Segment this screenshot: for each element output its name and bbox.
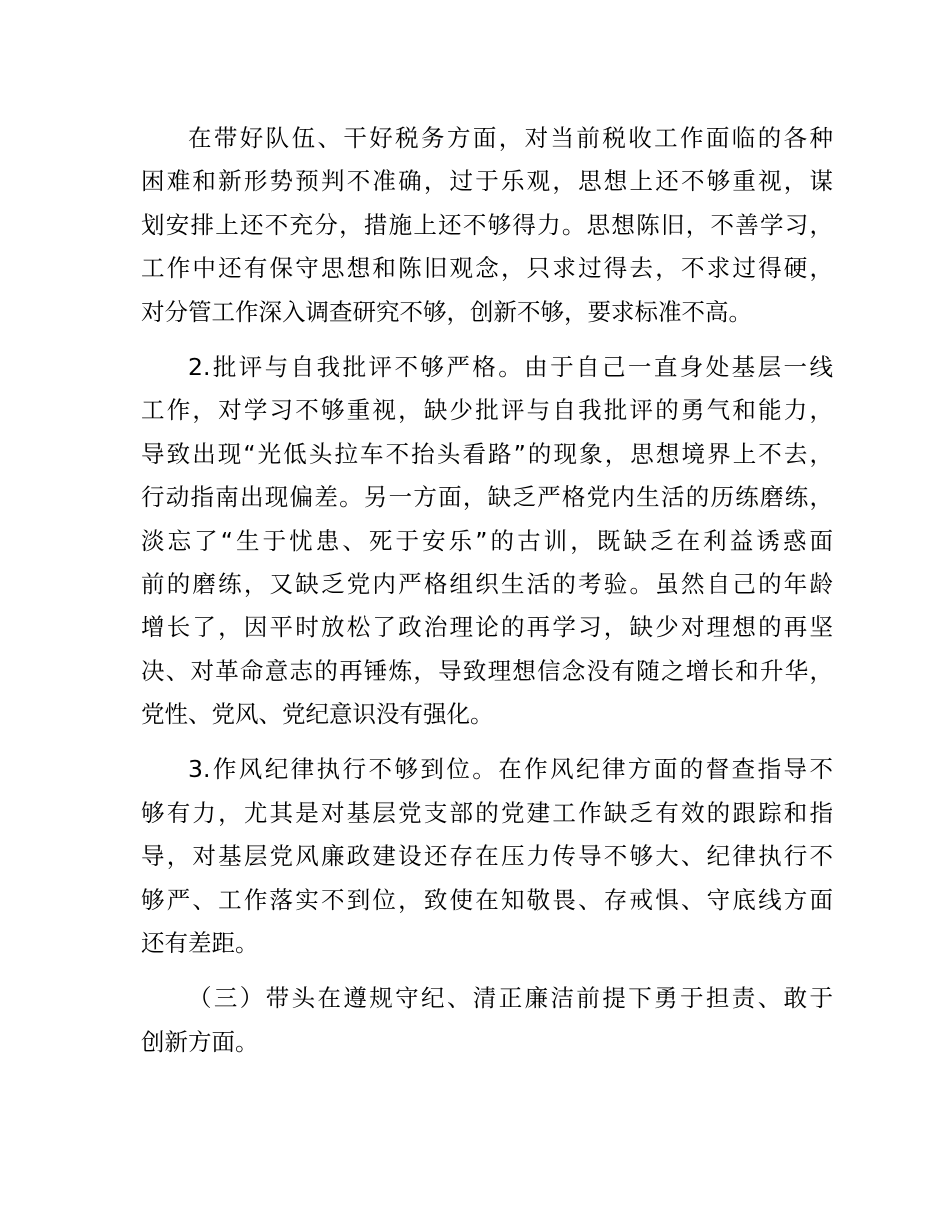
text-line: 淡忘了“生于忧患、死于安乐”的古训，既缺乏在利益诱惑面 bbox=[141, 526, 833, 555]
text-line: 创新方面。 bbox=[141, 1027, 259, 1056]
text-line: 增长了，因平时放松了政治理论的再学习，缺少对理想的再坚 bbox=[141, 613, 833, 642]
text-line: 导，对基层党风廉政建设还存在压力传导不够大、纪律执行不 bbox=[141, 842, 833, 871]
text-line: 工作，对学习不够重视，缺少批评与自我批评的勇气和能力， bbox=[141, 396, 833, 425]
document-body bbox=[141, 117, 833, 1076]
paragraph-discipline bbox=[141, 748, 833, 965]
paragraph-criticism bbox=[141, 346, 833, 737]
text-line: 3.作风纪律执行不够到位。在作风纪律方面的督查指导不 bbox=[188, 755, 833, 784]
text-line: 行动指南出现偏差。另一方面，缺乏严格党内生活的历练磨练， bbox=[141, 483, 833, 512]
text-line: （三）带头在遵规守纪、清正廉洁前提下勇于担责、敢于 bbox=[188, 984, 833, 1013]
text-line: 党性、党风、党纪意识没有强化。 bbox=[141, 700, 494, 729]
text-line: 在带好队伍、干好税务方面，对当前税收工作面临的各种 bbox=[188, 124, 833, 152]
text-line: 前的磨练，又缺乏党内严格组织生活的考验。虽然自己的年龄 bbox=[141, 569, 833, 598]
text-line: 2.批评与自我批评不够严格。由于自己一直身处基层一线 bbox=[188, 352, 833, 381]
text-line: 导致出现“光低头拉车不抬头看路”的现象，思想境界上不去， bbox=[141, 439, 833, 468]
text-line: 划安排上还不充分，措施上还不够得力。思想陈旧，不善学习， bbox=[141, 210, 833, 239]
text-line: 工作中还有保守思想和陈旧观念，只求过得去，不求过得硬， bbox=[141, 254, 833, 283]
text-line: 够严、工作落实不到位，致使在知敬畏、存戒惧、守底线方面 bbox=[141, 885, 833, 914]
text-line: 还有差距。 bbox=[141, 929, 259, 958]
paragraph-tax-work bbox=[141, 117, 833, 334]
text-line: 够有力，尤其是对基层党支部的党建工作缺乏有效的跟踪和指 bbox=[141, 798, 833, 827]
section-heading-three bbox=[141, 977, 833, 1064]
text-line: 对分管工作深入调查研究不够，创新不够，要求标准不高。 bbox=[141, 297, 752, 326]
text-line: 困难和新形势预判不准确，过于乐观，思想上还不够重视，谋 bbox=[141, 167, 833, 196]
text-line: 决、对革命意志的再锤炼，导致理想信念没有随之增长和升华， bbox=[141, 656, 833, 685]
